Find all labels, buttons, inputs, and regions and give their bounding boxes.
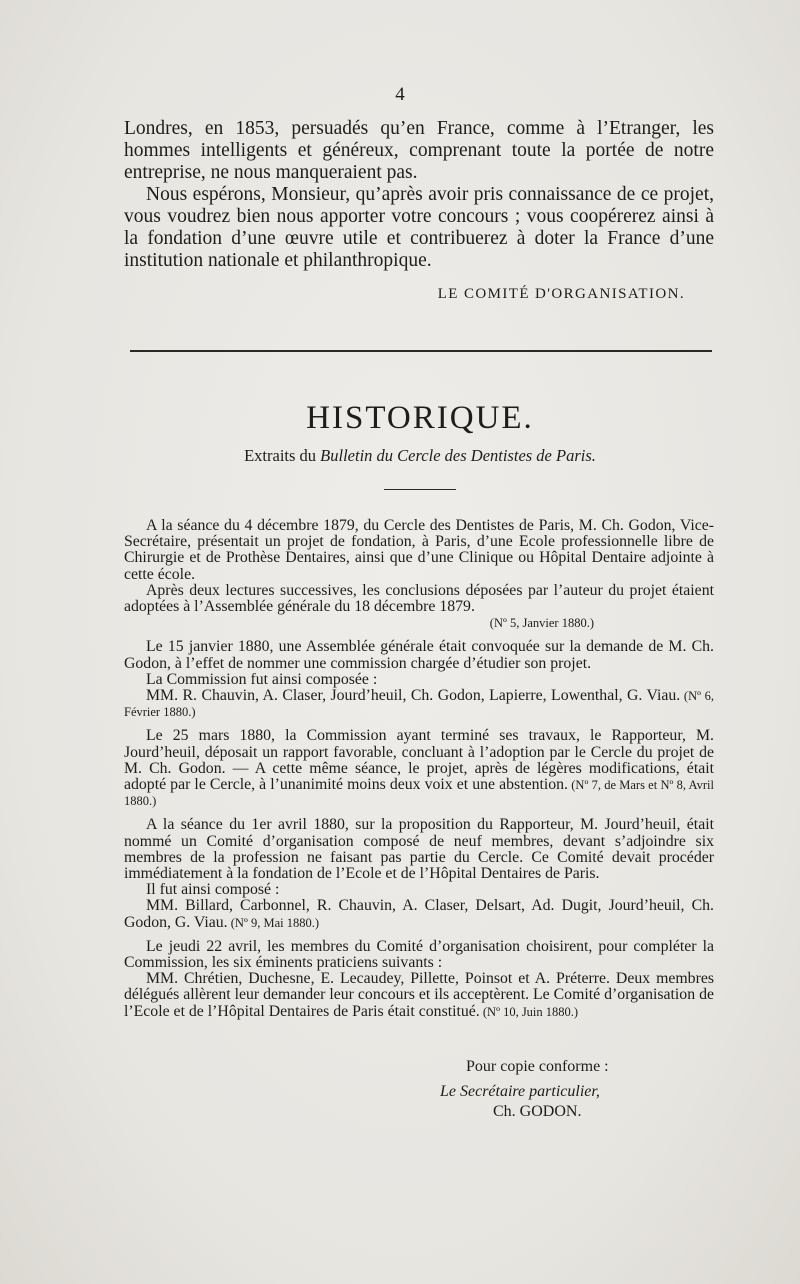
paragraph: La Commission fut ainsi composée : bbox=[146, 670, 378, 688]
paragraph: Après deux lectures successives, les conclusions déposées par l’auteur du projet étaient adoptées à l’Assemblée générale du 18 décembre 1879. bbox=[124, 581, 714, 616]
paragraph bbox=[124, 688, 714, 720]
paragraph bbox=[124, 898, 714, 930]
bulletin-reference: (Nº 9, Mai 1880.) bbox=[227, 915, 320, 930]
members-list: MM. R. Chauvin, A. Claser, Jourd’heuil, Ch. Godon, Lapierre, Lowenthal, G. Viau. bbox=[146, 687, 681, 705]
closing-title-text: Le Secrétaire particulier, bbox=[440, 1083, 600, 1100]
paragraph-text: MM. Chrétien, Duchesne, E. Lecaudey, Pillette, Poinsot et A. Préterre. Deux membres délégués allèrent leur demander leur concours et ils acceptèrent. Le Comité d’organisation de l’Ecole et de l’Hôpital Dentaires de Paris était constitué. bbox=[124, 970, 714, 1020]
closing-title bbox=[440, 1082, 740, 1102]
paragraph: A la séance du 4 décembre 1879, du Cercle des Dentistes de Paris, M. Ch. Godon, Vice-Secrétaire, présentait un projet de fondation, à Paris, d’une Ecole professionnelle libre de Chirurgie et de Prothèse Dentaires, ainsi que d’une Clinique ou Hôpital Dentaire adjointe à cette école. bbox=[124, 517, 714, 583]
section-subtitle bbox=[0, 446, 800, 466]
section-heading: HISTORIQUE. bbox=[306, 400, 534, 436]
subtitle-prefix: Extraits du bbox=[244, 446, 321, 465]
bulletin-reference: (Nº 5, Janvier 1880.) bbox=[489, 616, 594, 631]
section-divider bbox=[130, 350, 712, 352]
intro-paragraph-2: Nous espérons, Monsieur, qu’après avoir pris connaissance de ce projet, vous voudrez bien nous apporter votre concours ; vous coopérerez ainsi à la fondation d’une œuvre utile et contribuerez à doter la France d’une institution nationale et philanthropique. bbox=[124, 184, 714, 271]
bulletin-reference: (Nº 10, Juin 1880.) bbox=[479, 1004, 579, 1019]
closing-name: Ch. GODON. bbox=[493, 1103, 582, 1120]
intro-paragraph-1: Londres, en 1853, persuadés qu’en France, comme à l’Etranger, les hommes intelligents et généreux, comprenant toute la portée de notre entreprise, ne nous manqueraient pas. bbox=[124, 118, 714, 183]
bulletin-reference: (Nº 7, de Mars et Nº 8, Avril 1880.) bbox=[124, 778, 714, 809]
intro-text bbox=[124, 118, 714, 272]
paragraph-text: Le 25 mars 1880, la Commission ayant terminé ses travaux, le Rapporteur, M. Jourd’heuil, déposait un rapport favorable, concluant à l’adoption par le Cercle du projet de M. Ch. Godon. — A cette même séance, le projet, après de légères modifications, était adopté par le Cercle, à l’unanimité moins deux voix et une abstention. bbox=[124, 727, 714, 794]
paragraph: Le 15 janvier 1880, une Assemblée générale était convoquée sur la demande de M. Ch. Godon, à l’effet de nommer une commission chargée d’étudier son projet. bbox=[124, 638, 714, 672]
page-number: 4 bbox=[395, 84, 405, 105]
paragraph: A la séance du 1er avril 1880, sur la proposition du Rapporteur, M. Jourd’heuil, était nommé un Comité d’organisation composé de neuf membres, devant s’adjoindre six membres de la profession ne faisant pas partie du Cercle. Ce Comité devait procéder immédiatement à la fondation de l’Ecole et de l’Hôpital Dentaires de Paris. bbox=[124, 816, 714, 883]
subtitle-italic: Bulletin du Cercle des Dentistes de Paris. bbox=[320, 446, 596, 465]
closing-copy-line: Pour copie conforme : bbox=[466, 1058, 609, 1075]
paragraph bbox=[124, 728, 714, 809]
bulletin-reference: (Nº 6, Février 1880.) bbox=[124, 689, 714, 720]
short-divider bbox=[384, 489, 456, 490]
paragraph: Il fut ainsi composé : bbox=[146, 881, 280, 899]
committee-signature: LE COMITÉ D'ORGANISATION. bbox=[437, 286, 685, 302]
paragraph bbox=[124, 971, 714, 1020]
historique-body bbox=[124, 518, 714, 1020]
paragraph: Le jeudi 22 avril, les membres du Comité d’organisation choisirent, pour compléter la Commission, les six éminents praticiens suivants : bbox=[124, 937, 714, 972]
members-list: MM. Billard, Carbonnel, R. Chauvin, A. Claser, Delsart, Ad. Dugit, Jourd’heuil, Ch. Godon, G. Viau. bbox=[124, 897, 714, 931]
